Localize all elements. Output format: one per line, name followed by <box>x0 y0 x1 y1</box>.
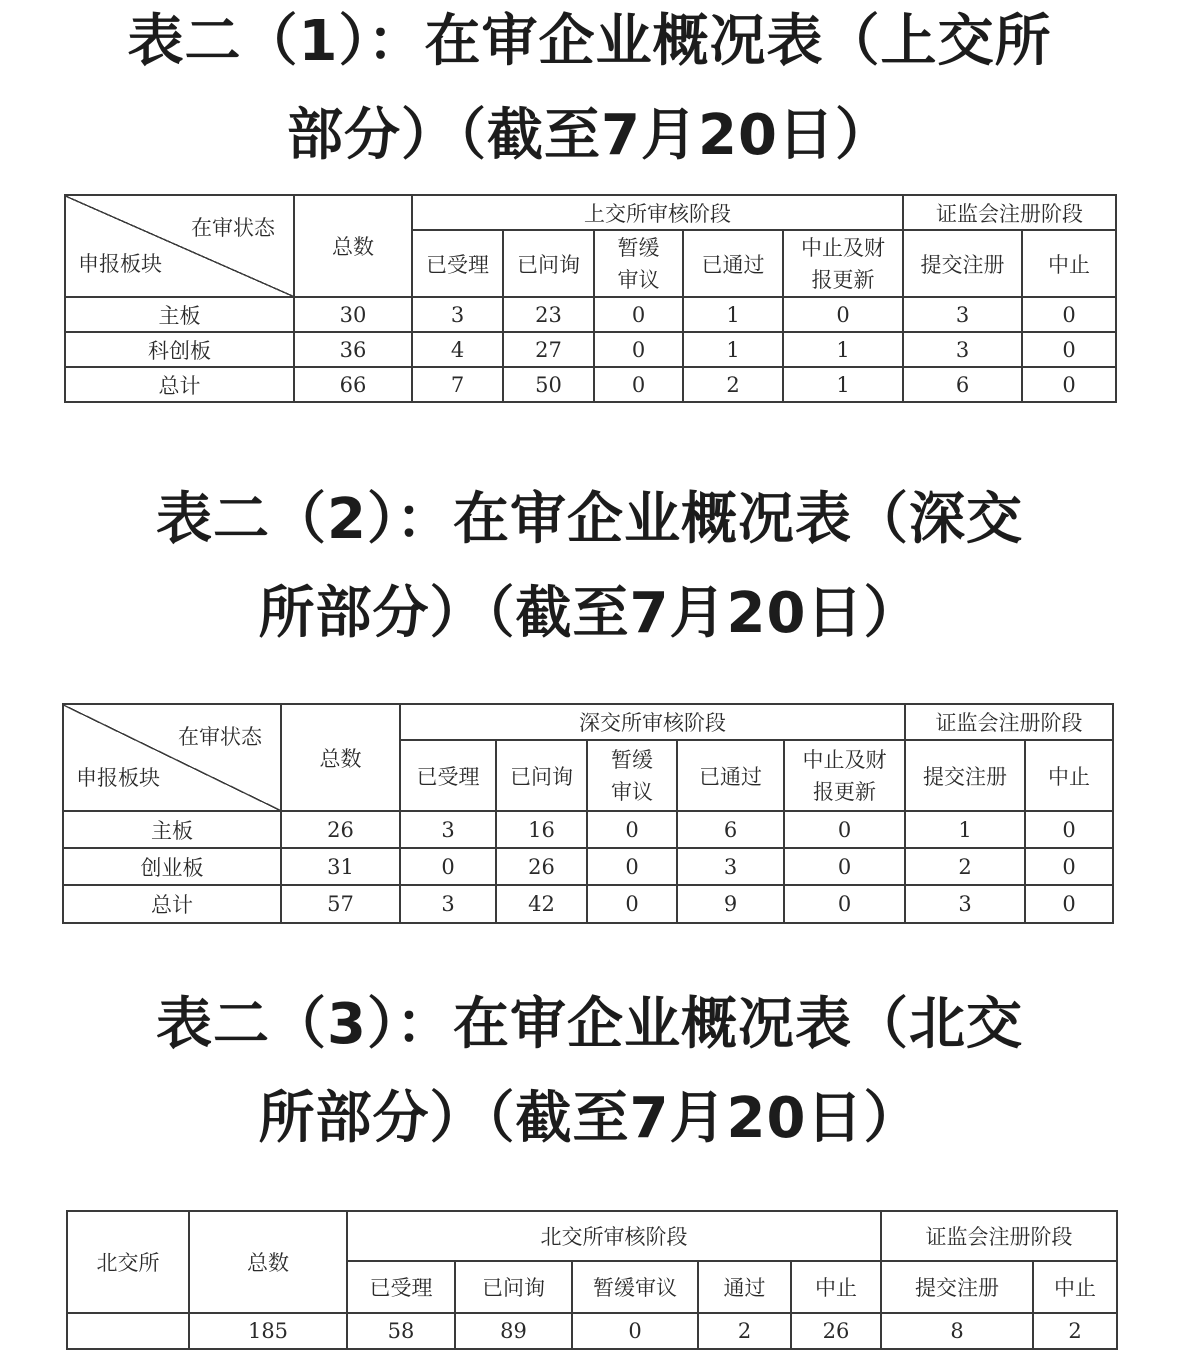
cell-value: 26 <box>496 848 587 885</box>
table3-exchange-label: 北交所 <box>67 1211 189 1313</box>
table-row <box>63 885 1113 923</box>
cell-value: 2 <box>698 1313 791 1349</box>
table3-col-suspended: 中止 <box>791 1261 881 1313</box>
table1-title-line2: 部分）（截至7月20日） <box>287 103 892 168</box>
cell-value: 0 <box>783 297 903 332</box>
table2-col-suspended-update <box>784 740 905 811</box>
cell-value: 0 <box>1025 885 1113 923</box>
cell-value: 1 <box>683 332 783 367</box>
cell-value: 1 <box>683 297 783 332</box>
cell-value: 0 <box>1022 297 1116 332</box>
row-label: 科创板 <box>65 332 294 367</box>
table-row <box>63 811 1113 848</box>
table3-total-header: 总数 <box>189 1211 347 1313</box>
cell-value: 8 <box>881 1313 1033 1349</box>
cell-value: 9 <box>677 885 784 923</box>
row-label: 主板 <box>65 297 294 332</box>
table3-col-registration-suspended: 中止 <box>1033 1261 1117 1313</box>
row-total: 26 <box>281 811 400 848</box>
table2-corner-status-label: 在审状态 <box>178 725 262 749</box>
table3-col-passed: 通过 <box>698 1261 791 1313</box>
table2-col-postponed-text: 暂缓审议 <box>611 747 653 804</box>
cell-value: 0 <box>594 332 683 367</box>
cell-value: 0 <box>587 848 677 885</box>
cell-value: 3 <box>400 885 496 923</box>
cell-value: 0 <box>1025 811 1113 848</box>
table-row <box>65 332 1116 367</box>
table2-stage-header: 深交所审核阶段 <box>400 704 905 740</box>
cell-value: 6 <box>677 811 784 848</box>
table-row <box>67 1313 1117 1349</box>
table1-total-header: 总数 <box>294 195 412 297</box>
table2-col-passed: 已通过 <box>677 740 784 811</box>
table-row <box>65 367 1116 402</box>
table3-stage-header: 北交所审核阶段 <box>347 1211 881 1261</box>
table3-title <box>0 978 1179 1166</box>
table1-col-postponed-text: 暂缓审议 <box>617 235 660 292</box>
cell-value: 1 <box>783 332 903 367</box>
row-total: 57 <box>281 885 400 923</box>
cell-value: 0 <box>784 848 905 885</box>
table1-corner-status-label: 在审状态 <box>191 216 275 240</box>
table3-title-line1: 表二（3）：在审企业概况表（北交 <box>156 992 1023 1057</box>
table1-corner-board-label: 申报板块 <box>78 252 162 276</box>
table1-col-submit-registration: 提交注册 <box>903 230 1022 297</box>
cell-value: 0 <box>784 885 905 923</box>
table2-title-line2: 所部分）（截至7月20日） <box>258 581 921 646</box>
table2-registration-header: 证监会注册阶段 <box>905 704 1113 740</box>
table3-title-line2: 所部分）（截至7月20日） <box>258 1086 921 1151</box>
row-label: 主板 <box>63 811 281 848</box>
row-label: 总计 <box>63 885 281 923</box>
cell-value: 42 <box>496 885 587 923</box>
cell-value: 89 <box>455 1313 572 1349</box>
table2-col-inquired: 已问询 <box>496 740 587 811</box>
table1-stage-header: 上交所审核阶段 <box>412 195 903 230</box>
table3-col-accepted: 已受理 <box>347 1261 455 1313</box>
cell-value: 50 <box>503 367 594 402</box>
table1-col-accepted: 已受理 <box>412 230 503 297</box>
cell-value: 27 <box>503 332 594 367</box>
row-total: 66 <box>294 367 412 402</box>
row-total: 30 <box>294 297 412 332</box>
cell-value: 0 <box>1022 367 1116 402</box>
cell-value: 0 <box>587 811 677 848</box>
cell-value: 1 <box>905 811 1025 848</box>
table2-total-header: 总数 <box>281 704 400 811</box>
table1-col-passed: 已通过 <box>683 230 783 297</box>
table2-title <box>0 473 1179 661</box>
table3-registration-header: 证监会注册阶段 <box>881 1211 1117 1261</box>
table2-title-line1: 表二（2）：在审企业概况表（深交 <box>156 487 1023 552</box>
cell-value: 3 <box>905 885 1025 923</box>
cell-value: 0 <box>587 885 677 923</box>
table2-col-suspended-update-text: 中止及财报更新 <box>802 747 887 804</box>
row-label: 创业板 <box>63 848 281 885</box>
table-row <box>63 848 1113 885</box>
cell-value: 7 <box>412 367 503 402</box>
table1-col-suspended-update <box>783 230 903 297</box>
table1-sse <box>64 194 1117 403</box>
table2-col-accepted: 已受理 <box>400 740 496 811</box>
cell-value: 16 <box>496 811 587 848</box>
table2-col-postponed <box>587 740 677 811</box>
cell-value: 0 <box>1025 848 1113 885</box>
table1-title-line1: 表二（1）：在审企业概况表（上交所 <box>127 9 1052 74</box>
cell-value: 23 <box>503 297 594 332</box>
table1-col-postponed <box>594 230 683 297</box>
cell-value: 0 <box>1022 332 1116 367</box>
cell-value: 3 <box>903 332 1022 367</box>
table1-col-suspended: 中止 <box>1022 230 1116 297</box>
table3-col-submit-registration: 提交注册 <box>881 1261 1033 1313</box>
row-total: 185 <box>189 1313 347 1349</box>
cell-value: 2 <box>683 367 783 402</box>
cell-value: 0 <box>594 367 683 402</box>
table1-col-inquired: 已问询 <box>503 230 594 297</box>
row-total: 31 <box>281 848 400 885</box>
cell-value: 0 <box>594 297 683 332</box>
table3-col-postponed: 暂缓审议 <box>572 1261 698 1313</box>
cell-value: 3 <box>677 848 784 885</box>
table1-col-suspended-update-text: 中止及财报更新 <box>801 235 885 292</box>
cell-value: 3 <box>903 297 1022 332</box>
table2-col-suspended: 中止 <box>1025 740 1113 811</box>
table3-col-inquired: 已问询 <box>455 1261 572 1313</box>
cell-value: 4 <box>412 332 503 367</box>
cell-value: 58 <box>347 1313 455 1349</box>
cell-value: 2 <box>905 848 1025 885</box>
table2-corner-cell <box>63 704 281 811</box>
table1-title <box>0 0 1179 183</box>
cell-value: 3 <box>400 811 496 848</box>
table1-corner-cell <box>65 195 294 297</box>
row-label: 总计 <box>65 367 294 402</box>
cell-value: 1 <box>783 367 903 402</box>
cell-value: 0 <box>572 1313 698 1349</box>
table2-szse <box>62 703 1114 924</box>
table2-col-submit-registration: 提交注册 <box>905 740 1025 811</box>
cell-value: 26 <box>791 1313 881 1349</box>
cell-value: 3 <box>412 297 503 332</box>
cell-value: 6 <box>903 367 1022 402</box>
table1-registration-header: 证监会注册阶段 <box>903 195 1116 230</box>
cell-value: 2 <box>1033 1313 1117 1349</box>
table3-bse <box>66 1210 1118 1350</box>
table-row <box>65 297 1116 332</box>
cell-value: 0 <box>784 811 905 848</box>
cell-value: 0 <box>400 848 496 885</box>
table2-corner-board-label: 申报板块 <box>76 766 160 790</box>
row-total: 36 <box>294 332 412 367</box>
row-label-empty <box>67 1313 189 1349</box>
